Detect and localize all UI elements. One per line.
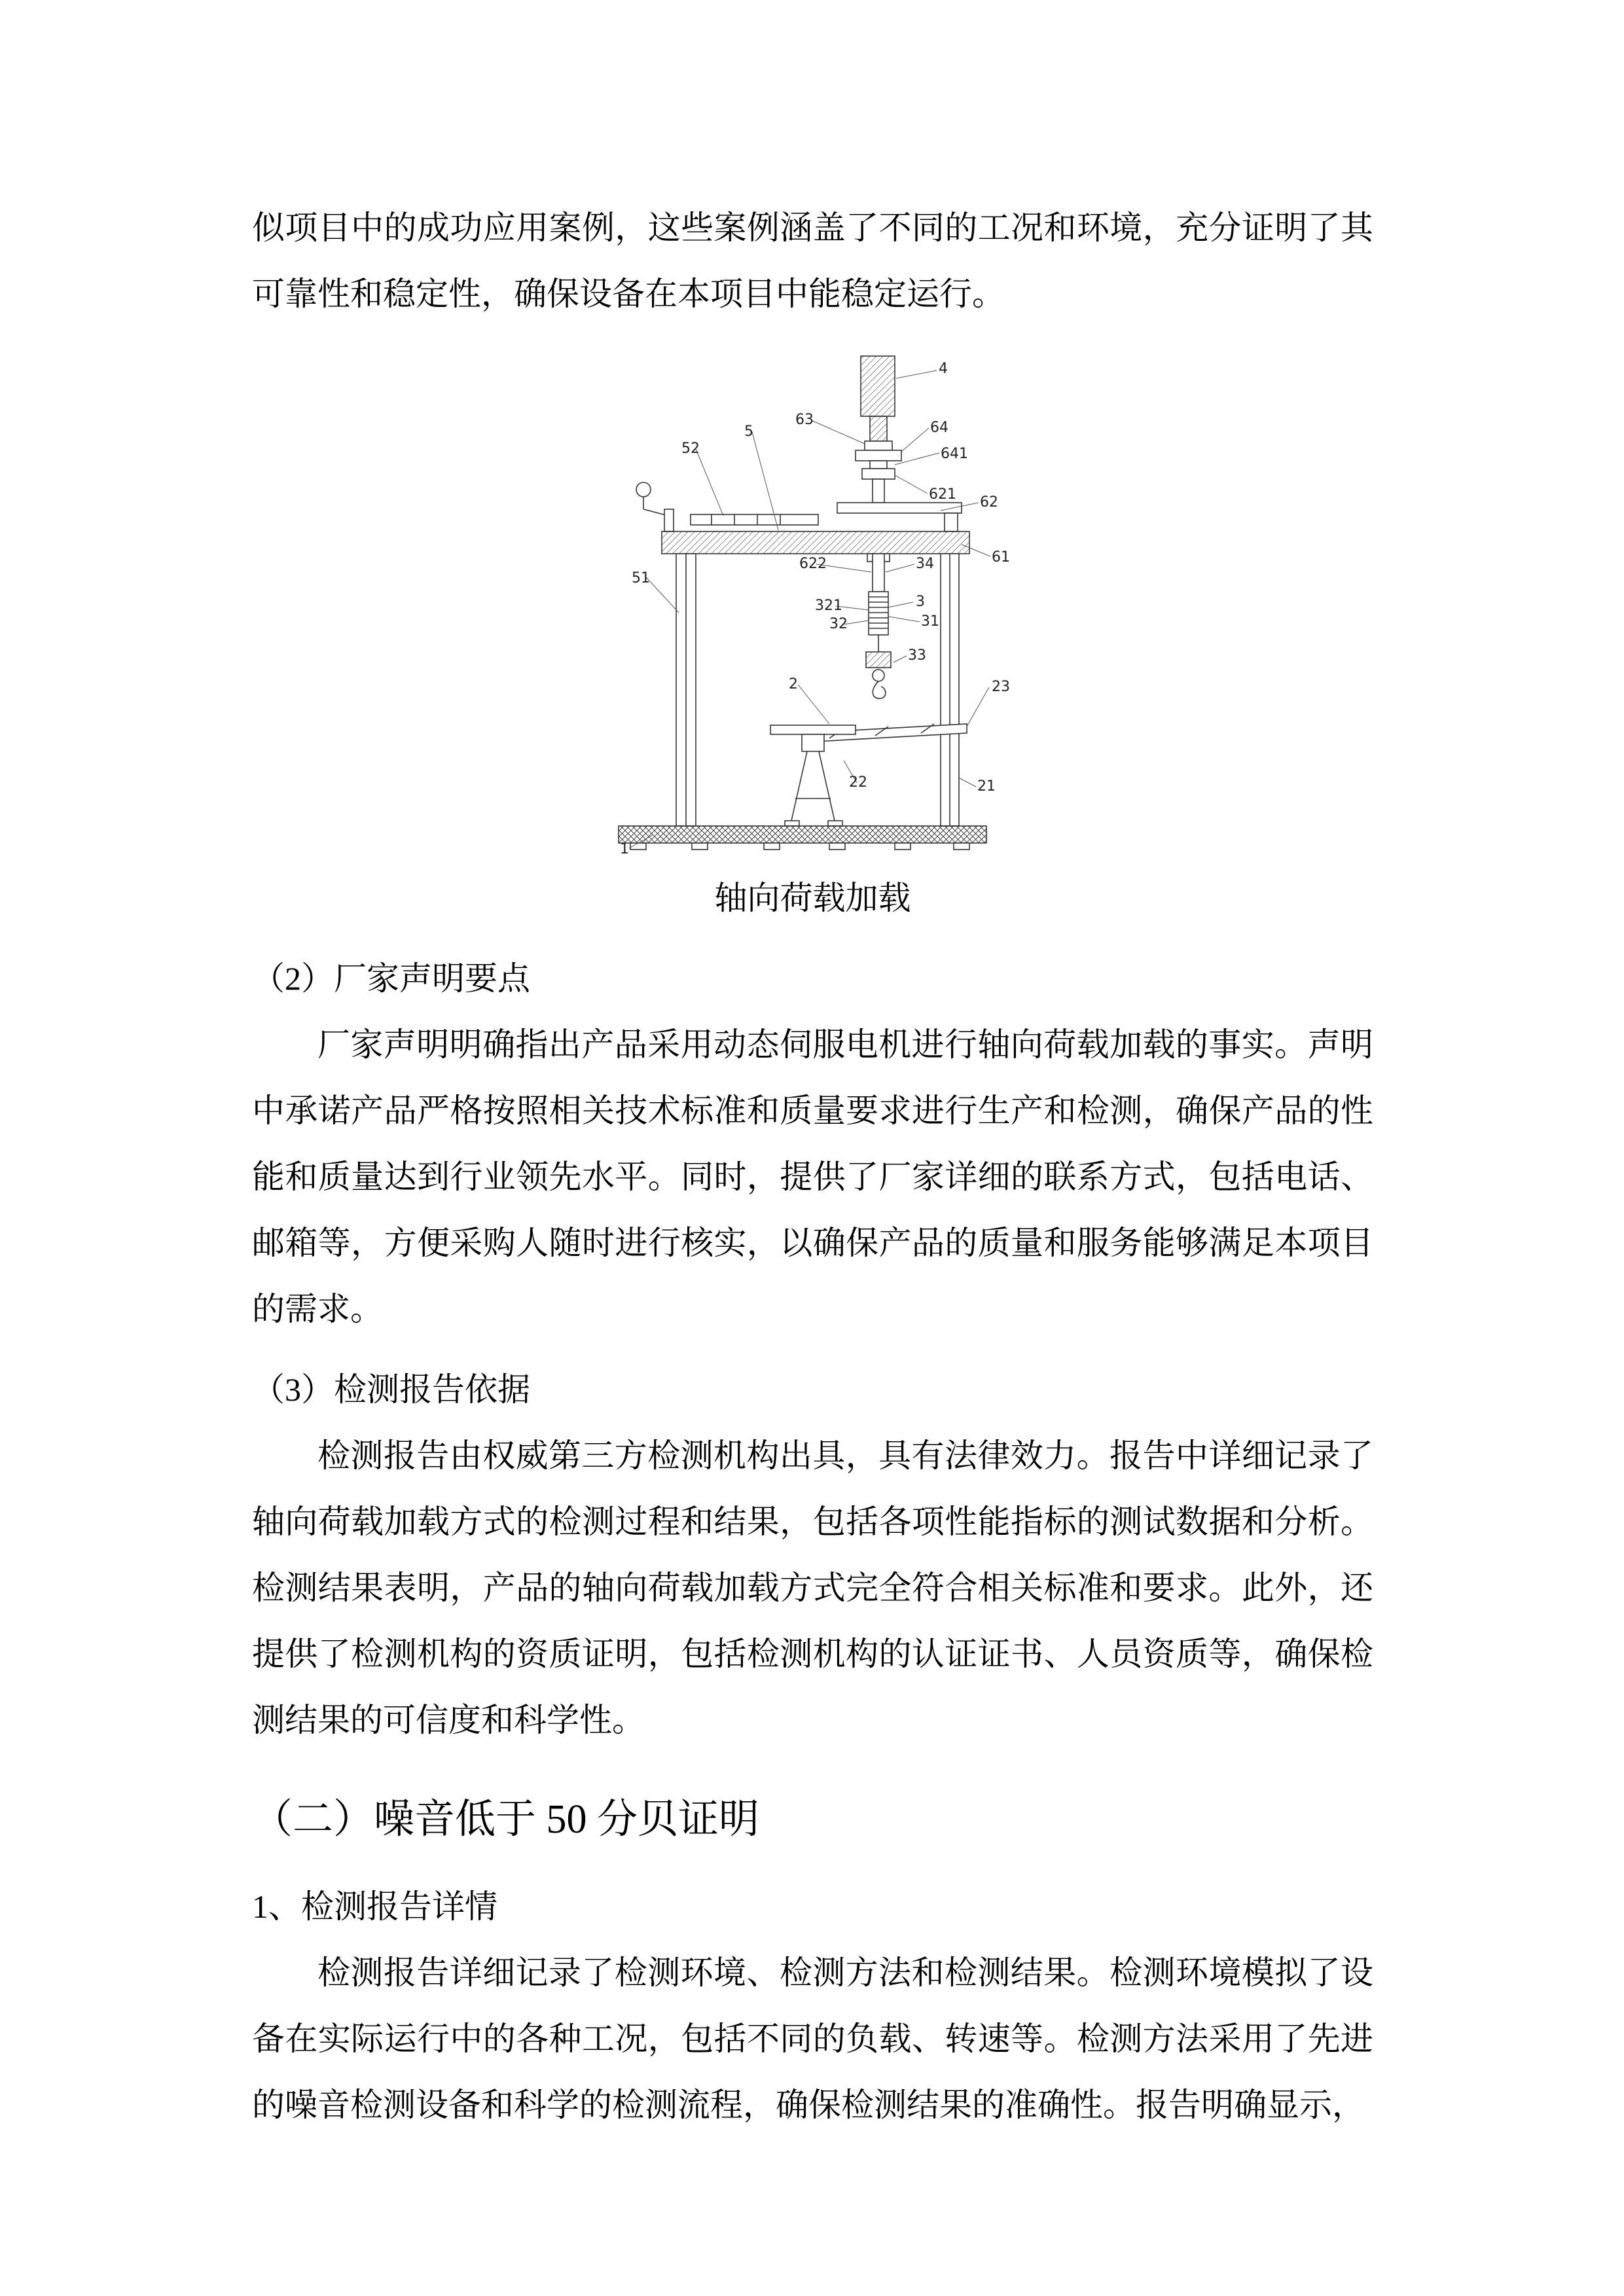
figure-label-4: 4 — [938, 361, 948, 377]
section-heading-manufacturer-statement: （2）厂家声明要点 — [252, 960, 530, 997]
figure-label-63: 63 — [795, 412, 814, 428]
figure-label-52: 52 — [681, 440, 700, 457]
figure-label-64: 64 — [929, 420, 948, 436]
section-heading-test-report-basis: （3）检测报告依据 — [252, 1371, 530, 1408]
axial-load-diagram — [613, 353, 1013, 864]
figure-label-3: 3 — [915, 594, 925, 610]
figure-label-61: 61 — [991, 549, 1010, 565]
test-report-details-body: 检测报告详细记录了检测环境、检测方法和检测结果。检测环境模拟了设备在实际运行中的各种工况，包括不同的负载、转速等。检测方法采用了先进的噪音检测设备和科学的检测流程，确保检测结果的准确性。报告明确显示， — [252, 1954, 1373, 2123]
test-report-basis-body: 检测报告由权威第三方检测机构出具，具有法律效力。报告中详细记录了轴向荷载加载方式的检测过程和结果，包括各项性能指标的测试数据和分析。检测结果表明，产品的轴向荷载加载方式完全符合相关标准和要求。此外，还提供了检测机构的资质证明，包括检测机构的认证证书、人员资质等，确保检测结果的可信度和科学性。 — [252, 1437, 1373, 1738]
figure-label-2: 2 — [788, 676, 798, 692]
paragraph-continuation: 似项目中的成功应用案例，这些案例涵盖了不同的工况和环境，充分证明了其可靠性和稳定性，确保设备在本项目中能稳定运行。 — [252, 209, 1373, 312]
manufacturer-statement-body: 厂家声明明确指出产品采用动态伺服电机进行轴向荷载加载的事实。声明中承诺产品严格按照相关技术标准和质量要求进行生产和检测，确保产品的性能和质量达到行业领先水平。同时，提供了厂家详细的联系方式，包括电话、邮箱等，方便采购人随时进行核实，以确保产品的质量和服务能够满足本项目的需求。 — [252, 1026, 1373, 1327]
figure-label-34: 34 — [915, 556, 934, 572]
figure-label-32: 32 — [829, 616, 848, 632]
figure-label-33: 33 — [907, 647, 926, 664]
figure-label-641: 641 — [940, 446, 968, 462]
figure-caption: 轴向荷载加载 — [714, 880, 911, 916]
figure-label-22: 22 — [848, 774, 867, 791]
figure-label-622: 622 — [799, 556, 827, 572]
figure-label-621: 621 — [928, 486, 956, 503]
figure-label-62: 62 — [979, 494, 998, 511]
figure-label-51: 51 — [631, 570, 650, 586]
figure-label-21: 21 — [977, 778, 996, 795]
subheading-test-report-details: 1、检测报告详情 — [252, 1888, 497, 1925]
figure-axial-load — [613, 353, 1013, 931]
figure-label-31: 31 — [920, 613, 939, 630]
figure-label-321: 321 — [814, 598, 842, 614]
figure-label-23: 23 — [991, 679, 1010, 695]
heading-noise-certification: （二）噪音低于 50 分贝证明 — [252, 1797, 760, 1842]
figure-label-1: 1 — [619, 841, 629, 857]
figure-label-5: 5 — [744, 423, 753, 440]
